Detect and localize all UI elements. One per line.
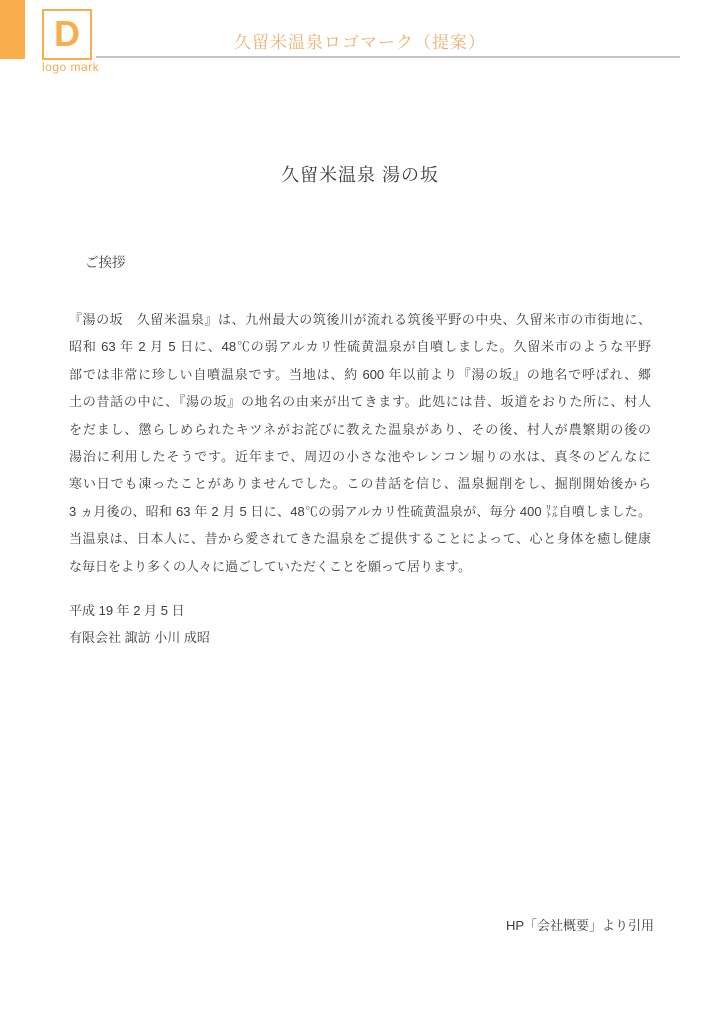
body-line: 部では非常に珍しい自噴温泉です。当地は、約 600 年以前より『湯の坂』の地名で呼ばれ、郷 <box>69 366 651 382</box>
signature-block <box>69 598 210 651</box>
body-line: 当温泉は、日本人に、昔から愛されてきた温泉をご提供することによって、心と身体を癒し健康 <box>69 531 651 547</box>
body-paragraph <box>69 306 651 580</box>
body-line: 昭和 63 年 2 月 5 日に、48℃の弱アルカリ性硫黄温泉が自噴しました。久留米市のような平野 <box>69 339 651 355</box>
header-title: 久留米温泉ロゴマーク（提案） <box>234 33 486 52</box>
body-line: 湯治に利用したそうです。近年まで、周辺の小さな池やレンコン堀りの水は、真冬のどんなに <box>69 449 651 465</box>
logo-letter: D <box>54 12 80 54</box>
signature-line: 有限会社 諏訪 小川 成昭 <box>69 629 210 645</box>
body-line: な毎日をより多くの人々に過ごしていただくことを願って居ります。 <box>69 558 471 574</box>
page-title: 久留米温泉 湯の坂 <box>280 165 439 185</box>
footer-citation: HP「会社概要」より引用 <box>505 918 654 933</box>
greeting-label: ご挨拶 <box>85 255 126 270</box>
logo-caption: logo mark <box>42 60 100 74</box>
date-line: 平成 19 年 2 月 5 日 <box>69 603 185 618</box>
body-line: をだまし、懲らしめられたキツネがお詫びに教えた温泉があり、その後、村人が農繁期の後の <box>69 421 651 437</box>
body-line: 寒い日でも凍ったことがありませんでした。この昔話を信じ、温泉掘削をし、掘削開始後から <box>69 476 651 492</box>
body-line: 土の昔話の中に、『湯の坂』の地名の由来が出てきます。此処には昔、坂道をおりた所に、村人 <box>69 394 651 410</box>
body-line: 『湯の坂 久留米温泉』は、九州最大の筑後川が流れる筑後平野の中央、久留米市の市街地に、 <box>69 312 651 327</box>
body-line: 3 ヵ月後の、昭和 63 年 2 月 5 日に、48℃の弱アルカリ性硫黄温泉が、毎分 400 ㍑自噴しました。 <box>69 503 651 519</box>
header-divider <box>96 56 680 58</box>
